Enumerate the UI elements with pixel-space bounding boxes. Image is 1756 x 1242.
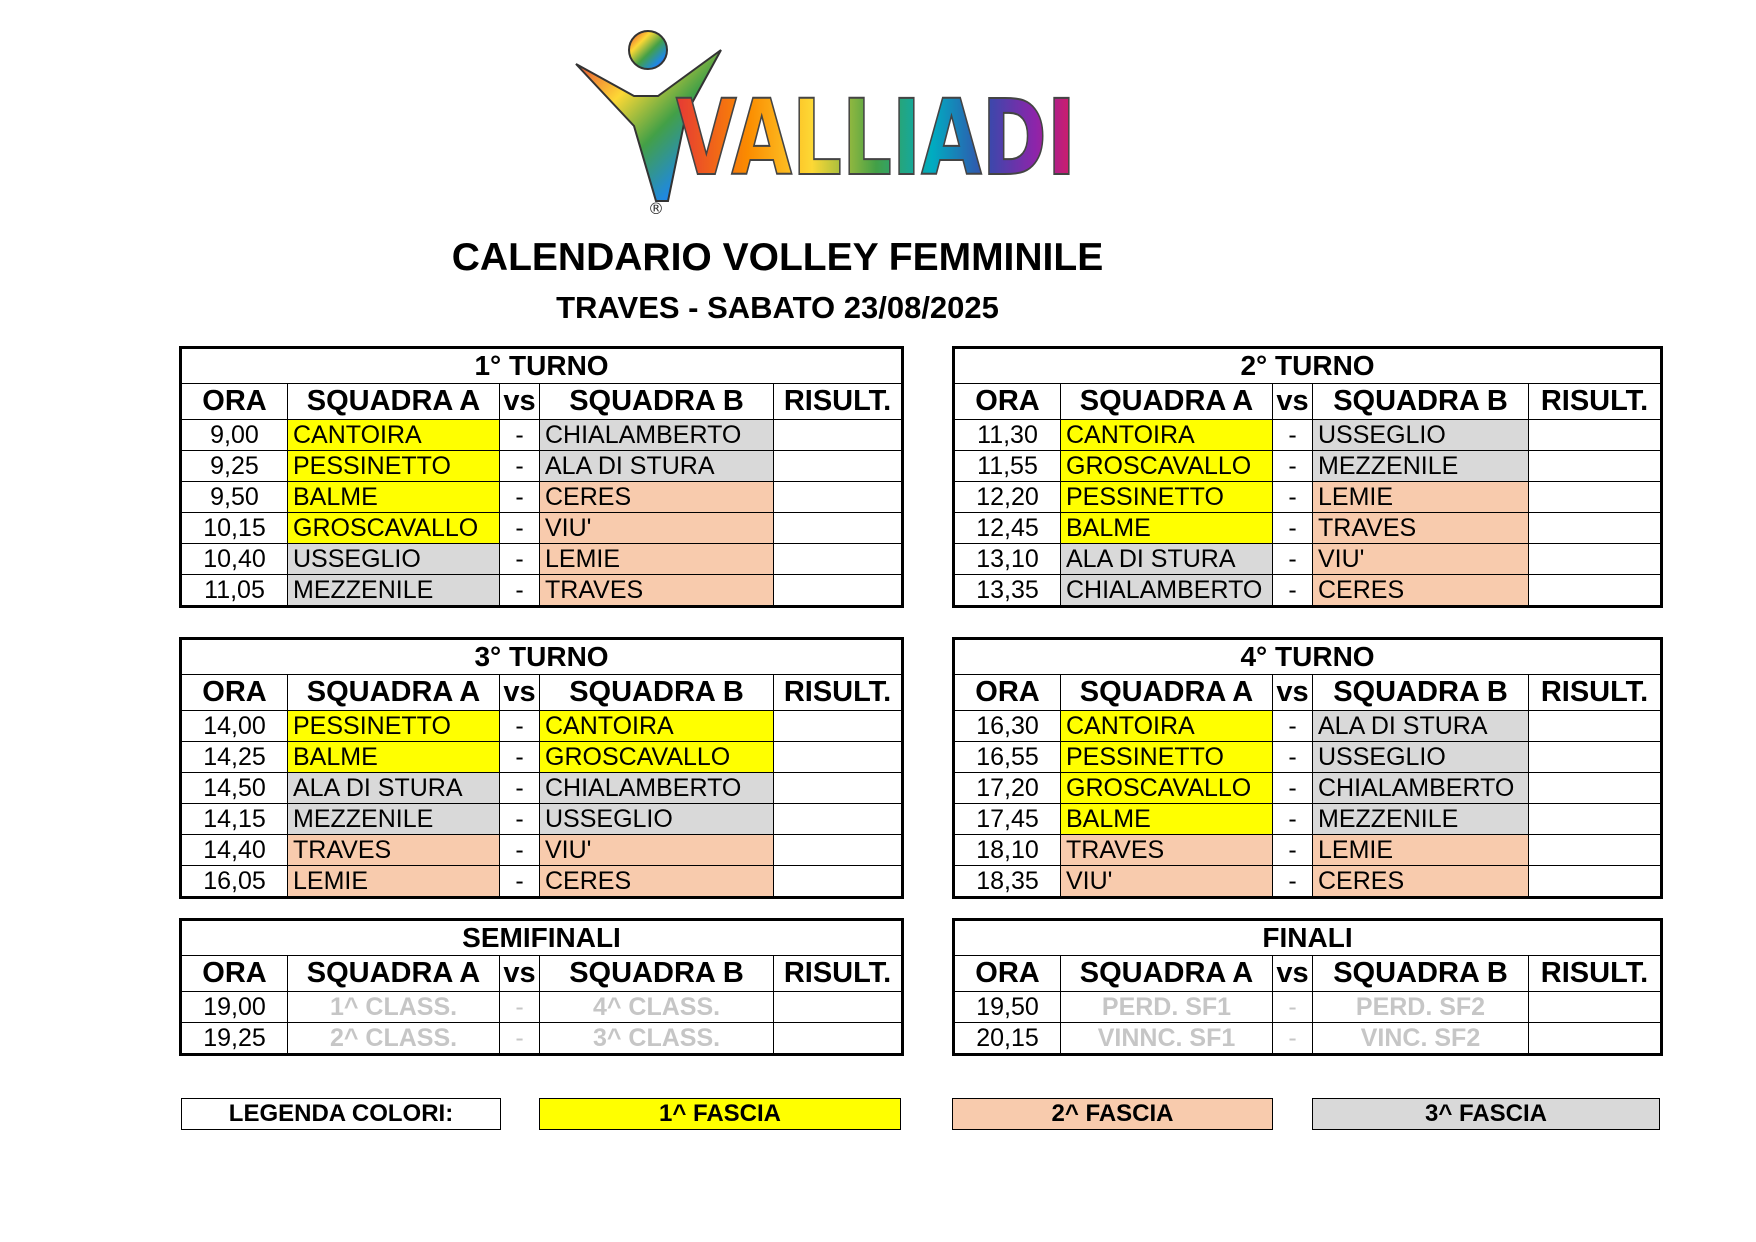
team-a-cell: CANTOIRA	[1061, 711, 1273, 742]
result-cell	[774, 1023, 903, 1055]
match-row	[954, 451, 1662, 482]
vs-cell: -	[1273, 451, 1313, 482]
result-cell	[1529, 513, 1662, 544]
header-vs: vs	[500, 384, 540, 420]
header-ora: ORA	[181, 675, 288, 711]
match-time: 16,05	[181, 866, 288, 898]
team-b-cell: CERES	[1313, 866, 1529, 898]
vs-cell: -	[500, 575, 540, 607]
match-row	[181, 544, 903, 575]
match-time: 19,25	[181, 1023, 288, 1055]
team-a-cell: TRAVES	[1061, 835, 1273, 866]
header-team-a: SQUADRA A	[288, 675, 500, 711]
match-row	[181, 420, 903, 451]
legend-fascia-2: 2^ FASCIA	[952, 1098, 1273, 1130]
vs-cell: -	[1273, 866, 1313, 898]
result-cell	[1529, 835, 1662, 866]
header-ora: ORA	[954, 384, 1061, 420]
team-b-cell: USSEGLIO	[540, 804, 774, 835]
vs-cell: -	[500, 866, 540, 898]
vs-cell: -	[1273, 992, 1313, 1023]
team-a-cell: BALME	[288, 482, 500, 513]
team-b-cell: USSEGLIO	[1313, 420, 1529, 451]
match-time: 12,45	[954, 513, 1061, 544]
vs-cell: -	[500, 992, 540, 1023]
team-b-cell: TRAVES	[540, 575, 774, 607]
vs-cell: -	[1273, 482, 1313, 513]
match-row	[954, 773, 1662, 804]
valliadi-logo	[576, 26, 1116, 236]
team-b-cell: CHIALAMBERTO	[540, 420, 774, 451]
match-row	[954, 804, 1662, 835]
team-b-cell: MEZZENILE	[1313, 451, 1529, 482]
vs-cell: -	[500, 742, 540, 773]
header-team-b: SQUADRA B	[540, 956, 774, 992]
round-4-table	[952, 637, 1663, 899]
logo-registered-mark: ®	[648, 199, 664, 218]
team-b-cell: VIU'	[540, 513, 774, 544]
header-vs: vs	[1273, 956, 1313, 992]
team-b-cell: ALA DI STURA	[1313, 711, 1529, 742]
result-cell	[774, 420, 903, 451]
finals-table	[952, 918, 1663, 1056]
match-time: 17,45	[954, 804, 1061, 835]
match-row	[181, 711, 903, 742]
match-time: 16,30	[954, 711, 1061, 742]
vs-cell: -	[1273, 835, 1313, 866]
result-cell	[1529, 482, 1662, 513]
team-b-cell: USSEGLIO	[1313, 742, 1529, 773]
team-a-cell: VIU'	[1061, 866, 1273, 898]
team-b-cell: MEZZENILE	[1313, 804, 1529, 835]
team-b-cell: LEMIE	[1313, 482, 1529, 513]
match-time: 9,50	[181, 482, 288, 513]
header-team-b: SQUADRA B	[1313, 675, 1529, 711]
result-cell	[1529, 420, 1662, 451]
legend-fascia-1: 1^ FASCIA	[539, 1098, 901, 1130]
match-time: 11,30	[954, 420, 1061, 451]
match-row	[954, 544, 1662, 575]
match-time: 10,40	[181, 544, 288, 575]
team-a-cell: MEZZENILE	[288, 804, 500, 835]
logo-wordmark: VALLIADI	[676, 77, 1076, 199]
vs-cell: -	[500, 420, 540, 451]
team-a-cell: BALME	[288, 742, 500, 773]
team-b-cell: CHIALAMBERTO	[1313, 773, 1529, 804]
team-a-cell: BALME	[1061, 513, 1273, 544]
team-a-cell: CHIALAMBERTO	[1061, 575, 1273, 607]
round-1-table	[179, 346, 904, 608]
vs-cell: -	[500, 804, 540, 835]
team-b-cell: CERES	[1313, 575, 1529, 607]
legend-label: LEGENDA COLORI:	[181, 1098, 501, 1130]
team-a-cell: BALME	[1061, 804, 1273, 835]
page-subtitle: TRAVES - SABATO 23/08/2025	[556, 290, 999, 325]
team-b-cell: VINC. SF2	[1313, 1023, 1529, 1055]
match-time: 18,10	[954, 835, 1061, 866]
match-row	[181, 992, 903, 1023]
match-row	[181, 742, 903, 773]
result-cell	[1529, 1023, 1662, 1055]
header-result: RISULT.	[774, 956, 903, 992]
match-row	[954, 420, 1662, 451]
vs-cell: -	[500, 482, 540, 513]
match-time: 14,40	[181, 835, 288, 866]
result-cell	[1529, 575, 1662, 607]
result-cell	[774, 544, 903, 575]
match-time: 14,00	[181, 711, 288, 742]
header-result: RISULT.	[1529, 956, 1662, 992]
match-row	[954, 575, 1662, 607]
header-result: RISULT.	[1529, 384, 1662, 420]
result-cell	[1529, 804, 1662, 835]
header-vs: vs	[1273, 675, 1313, 711]
team-b-cell: VIU'	[540, 835, 774, 866]
header-result: RISULT.	[1529, 675, 1662, 711]
match-row	[954, 482, 1662, 513]
team-b-cell: ALA DI STURA	[540, 451, 774, 482]
match-time: 16,55	[954, 742, 1061, 773]
team-a-cell: 2^ CLASS.	[288, 1023, 500, 1055]
result-cell	[774, 482, 903, 513]
header-vs: vs	[500, 956, 540, 992]
header-team-a: SQUADRA A	[288, 956, 500, 992]
vs-cell: -	[1273, 742, 1313, 773]
match-time: 9,00	[181, 420, 288, 451]
match-time: 11,55	[954, 451, 1061, 482]
match-time: 12,20	[954, 482, 1061, 513]
header-ora: ORA	[181, 956, 288, 992]
vs-cell: -	[500, 451, 540, 482]
result-cell	[774, 992, 903, 1023]
result-cell	[1529, 992, 1662, 1023]
match-row	[954, 835, 1662, 866]
vs-cell: -	[500, 835, 540, 866]
header-team-a: SQUADRA A	[288, 384, 500, 420]
vs-cell: -	[1273, 804, 1313, 835]
header-team-a: SQUADRA A	[1061, 675, 1273, 711]
team-b-cell: CERES	[540, 482, 774, 513]
header-result: RISULT.	[774, 384, 903, 420]
match-time: 17,20	[954, 773, 1061, 804]
team-a-cell: USSEGLIO	[288, 544, 500, 575]
match-time: 14,15	[181, 804, 288, 835]
result-cell	[774, 575, 903, 607]
header-team-b: SQUADRA B	[1313, 384, 1529, 420]
team-b-cell: CERES	[540, 866, 774, 898]
match-row	[954, 992, 1662, 1023]
match-row	[181, 575, 903, 607]
team-b-cell: TRAVES	[1313, 513, 1529, 544]
result-cell	[774, 742, 903, 773]
match-row	[181, 773, 903, 804]
vs-cell: -	[500, 711, 540, 742]
match-row	[181, 1023, 903, 1055]
round-title: 4° TURNO	[954, 639, 1662, 675]
vs-cell: -	[500, 773, 540, 804]
result-cell	[774, 513, 903, 544]
result-cell	[774, 773, 903, 804]
header-vs: vs	[500, 675, 540, 711]
match-row	[181, 866, 903, 898]
match-row	[181, 804, 903, 835]
match-row	[954, 711, 1662, 742]
team-a-cell: PERD. SF1	[1061, 992, 1273, 1023]
match-time: 18,35	[954, 866, 1061, 898]
round-2-table	[952, 346, 1663, 608]
vs-cell: -	[1273, 575, 1313, 607]
team-b-cell: PERD. SF2	[1313, 992, 1529, 1023]
match-row	[181, 482, 903, 513]
vs-cell: -	[1273, 513, 1313, 544]
team-a-cell: 1^ CLASS.	[288, 992, 500, 1023]
result-cell	[1529, 773, 1662, 804]
team-b-cell: GROSCAVALLO	[540, 742, 774, 773]
result-cell	[1529, 544, 1662, 575]
result-cell	[1529, 711, 1662, 742]
match-time: 19,00	[181, 992, 288, 1023]
header-team-a: SQUADRA A	[1061, 384, 1273, 420]
result-cell	[1529, 866, 1662, 898]
vs-cell: -	[500, 544, 540, 575]
round-title: 3° TURNO	[181, 639, 903, 675]
result-cell	[774, 711, 903, 742]
round-title: FINALI	[954, 920, 1662, 956]
match-row	[181, 835, 903, 866]
team-a-cell: PESSINETTO	[1061, 482, 1273, 513]
team-a-cell: GROSCAVALLO	[1061, 773, 1273, 804]
header-team-b: SQUADRA B	[540, 384, 774, 420]
team-a-cell: PESSINETTO	[288, 711, 500, 742]
vs-cell: -	[1273, 711, 1313, 742]
team-a-cell: ALA DI STURA	[1061, 544, 1273, 575]
result-cell	[774, 866, 903, 898]
vs-cell: -	[500, 513, 540, 544]
vs-cell: -	[1273, 1023, 1313, 1055]
match-row	[954, 742, 1662, 773]
page-title: CALENDARIO VOLLEY FEMMINILE	[451, 236, 1104, 279]
match-time: 20,15	[954, 1023, 1061, 1055]
team-a-cell: PESSINETTO	[1061, 742, 1273, 773]
header-team-a: SQUADRA A	[1061, 956, 1273, 992]
vs-cell: -	[1273, 773, 1313, 804]
match-row	[181, 451, 903, 482]
team-a-cell: CANTOIRA	[1061, 420, 1273, 451]
match-row	[181, 513, 903, 544]
match-time: 11,05	[181, 575, 288, 607]
match-time: 9,25	[181, 451, 288, 482]
team-b-cell: CANTOIRA	[540, 711, 774, 742]
match-time: 10,15	[181, 513, 288, 544]
round-3-table	[179, 637, 904, 899]
result-cell	[774, 804, 903, 835]
team-b-cell: LEMIE	[540, 544, 774, 575]
result-cell	[774, 451, 903, 482]
vs-cell: -	[1273, 420, 1313, 451]
match-row	[954, 513, 1662, 544]
result-cell	[1529, 451, 1662, 482]
team-b-cell: CHIALAMBERTO	[540, 773, 774, 804]
round-title: 1° TURNO	[181, 348, 903, 384]
team-b-cell: 3^ CLASS.	[540, 1023, 774, 1055]
team-a-cell: ALA DI STURA	[288, 773, 500, 804]
round-title: 2° TURNO	[954, 348, 1662, 384]
match-time: 13,10	[954, 544, 1061, 575]
header-team-b: SQUADRA B	[1313, 956, 1529, 992]
match-time: 14,50	[181, 773, 288, 804]
round-title: SEMIFINALI	[181, 920, 903, 956]
header-ora: ORA	[954, 675, 1061, 711]
semifinals-table	[179, 918, 904, 1056]
team-a-cell: GROSCAVALLO	[1061, 451, 1273, 482]
team-a-cell: GROSCAVALLO	[288, 513, 500, 544]
header-vs: vs	[1273, 384, 1313, 420]
team-a-cell: VINNC. SF1	[1061, 1023, 1273, 1055]
result-cell	[774, 835, 903, 866]
match-time: 13,35	[954, 575, 1061, 607]
team-b-cell: 4^ CLASS.	[540, 992, 774, 1023]
match-time: 19,50	[954, 992, 1061, 1023]
match-row	[954, 866, 1662, 898]
team-b-cell: VIU'	[1313, 544, 1529, 575]
match-time: 14,25	[181, 742, 288, 773]
team-a-cell: MEZZENILE	[288, 575, 500, 607]
team-b-cell: LEMIE	[1313, 835, 1529, 866]
header-ora: ORA	[181, 384, 288, 420]
logo-figure-head-icon	[629, 31, 667, 69]
header-result: RISULT.	[774, 675, 903, 711]
vs-cell: -	[1273, 544, 1313, 575]
vs-cell: -	[500, 1023, 540, 1055]
team-a-cell: LEMIE	[288, 866, 500, 898]
team-a-cell: TRAVES	[288, 835, 500, 866]
team-a-cell: PESSINETTO	[288, 451, 500, 482]
header-team-b: SQUADRA B	[540, 675, 774, 711]
match-row	[954, 1023, 1662, 1055]
team-a-cell: CANTOIRA	[288, 420, 500, 451]
legend-fascia-3: 3^ FASCIA	[1312, 1098, 1660, 1130]
header-ora: ORA	[954, 956, 1061, 992]
result-cell	[1529, 742, 1662, 773]
